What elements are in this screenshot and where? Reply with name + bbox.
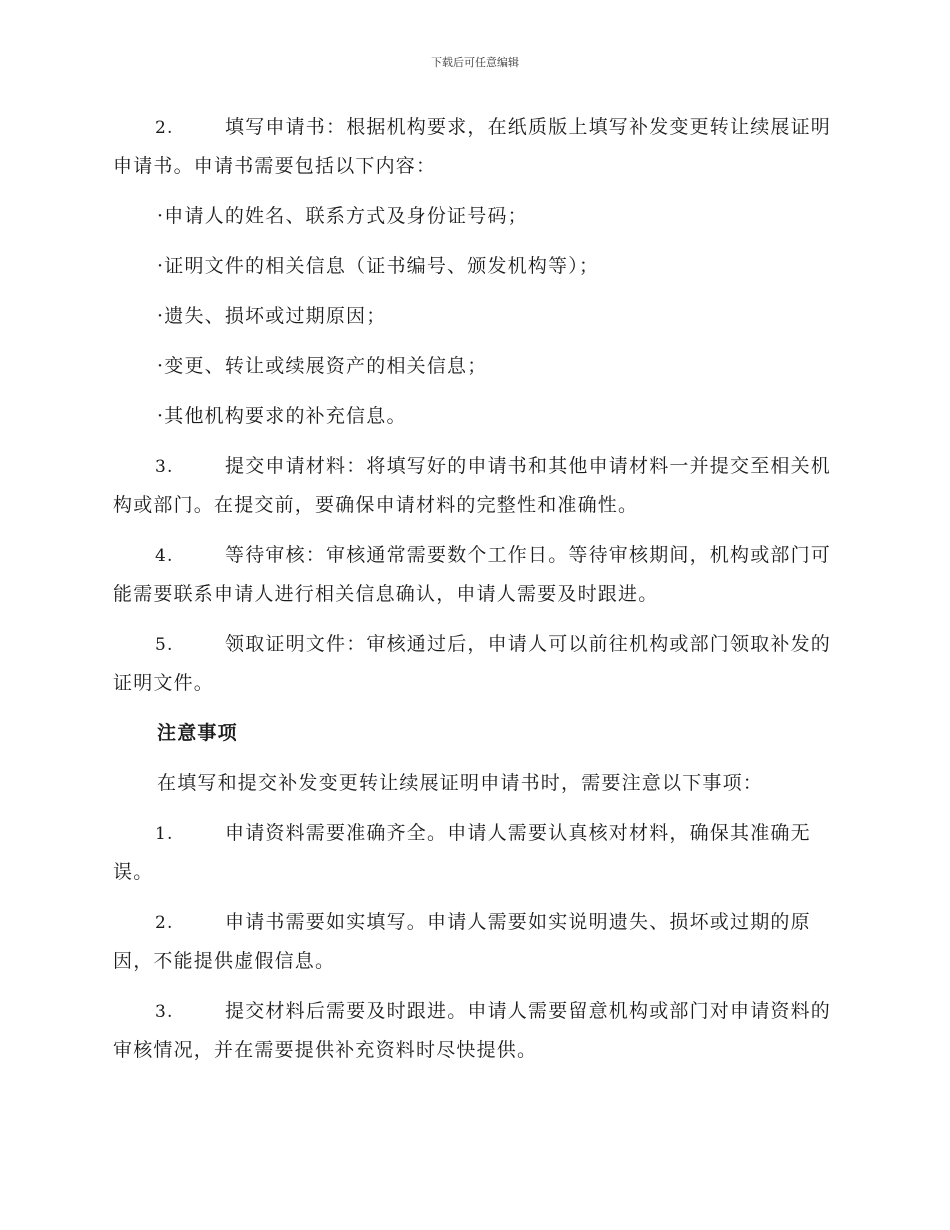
step-number: 5.: [155, 635, 174, 655]
bullet-item: ·遗失、损坏或过期原因；: [157, 305, 387, 327]
note-paragraph: [113, 814, 833, 891]
step-text: 提交申请材料：将填写好的申请书和其他申请材料一并提交至相关机构或部门。在提交前，要确保申请材料的完整性和准确性。: [113, 455, 832, 516]
step-text: 领取证明文件：审核通过后，申请人可以前往机构或部门领取补发的证明文件。: [113, 633, 832, 694]
note-number: 1.: [155, 824, 174, 844]
step-number: 4.: [155, 546, 174, 566]
note-number: 2.: [155, 913, 174, 933]
note-text: 申请书需要如实填写。申请人需要如实说明遗失、损坏或过期的原因，不能提供虚假信息。: [113, 911, 811, 972]
note-number: 3.: [155, 1002, 174, 1022]
bullet-item: ·其他机构要求的补充信息。: [157, 405, 407, 427]
step-number: 2.: [155, 118, 174, 138]
bullet-item: ·证明文件的相关信息（证书编号、颁发机构等）；: [157, 255, 600, 277]
step-paragraph: [113, 536, 833, 613]
step-paragraph: [113, 447, 833, 524]
step-paragraph: [113, 625, 833, 702]
note-text: 提交材料后需要及时跟进。申请人需要留意机构或部门对申请资料的审核情况，并在需要提供补充资料时尽快提供。: [113, 1000, 832, 1061]
step-text: 填写申请书：根据机构要求，在纸质版上填写补发变更转让续展证明申请书。申请书需要包括以下内容：: [113, 116, 832, 177]
note-paragraph: [113, 903, 833, 980]
note-paragraph: [113, 992, 833, 1069]
step-paragraph: [113, 108, 833, 185]
page-header: 下载后可任意编辑: [431, 56, 519, 69]
document-body: [113, 108, 833, 1081]
bullet-item: ·申请人的姓名、联系方式及身份证号码；: [157, 205, 528, 227]
section-heading: 注意事项: [157, 722, 238, 744]
step-number: 3.: [155, 457, 174, 477]
step-text: 等待审核：审核通常需要数个工作日。等待审核期间，机构或部门可能需要联系申请人进行相关信息确认，申请人需要及时跟进。: [113, 544, 832, 605]
section-intro: 在填写和提交补发变更转让续展证明申请书时，需要注意以下事项：: [157, 772, 764, 794]
note-text: 申请资料需要准确齐全。申请人需要认真核对材料，确保其准确无误。: [113, 822, 811, 883]
bullet-item: ·变更、转让或续展资产的相关信息；: [157, 355, 488, 377]
